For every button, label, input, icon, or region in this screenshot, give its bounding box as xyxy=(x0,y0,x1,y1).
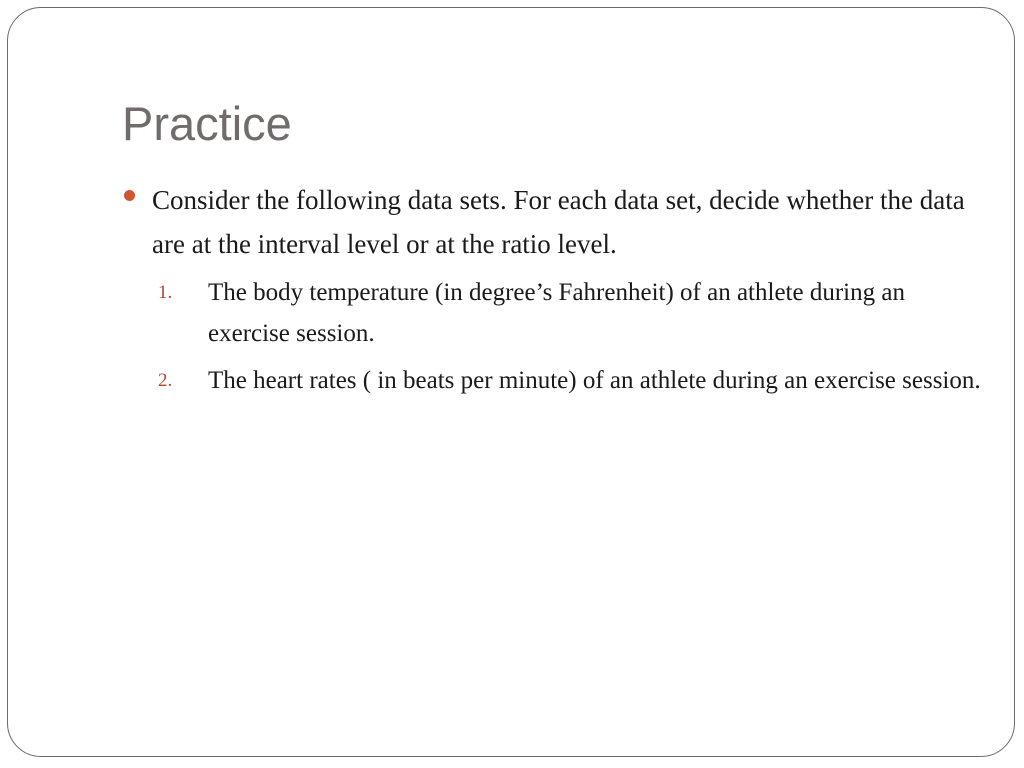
slide-title: Practice xyxy=(122,97,292,150)
list-item-text: The body temperature (in degree’s Fahrenheit) of an athlete during an exercise session. xyxy=(208,279,905,347)
numbered-list xyxy=(158,272,992,401)
bullet-dot-icon xyxy=(124,190,135,201)
list-item xyxy=(158,360,992,401)
bullet-item xyxy=(152,178,992,266)
list-item-number: 1. xyxy=(158,282,173,303)
slide-content xyxy=(152,178,992,407)
list-item-text: The heart rates ( in beats per minute) of an athlete during an exercise session. xyxy=(208,367,981,394)
list-item-number: 2. xyxy=(158,370,173,391)
bullet-text: Consider the following data sets. For each data set, decide whether the data are at the interval level or at the ratio level. xyxy=(152,185,965,259)
slide xyxy=(7,7,1015,757)
list-item xyxy=(158,272,992,354)
